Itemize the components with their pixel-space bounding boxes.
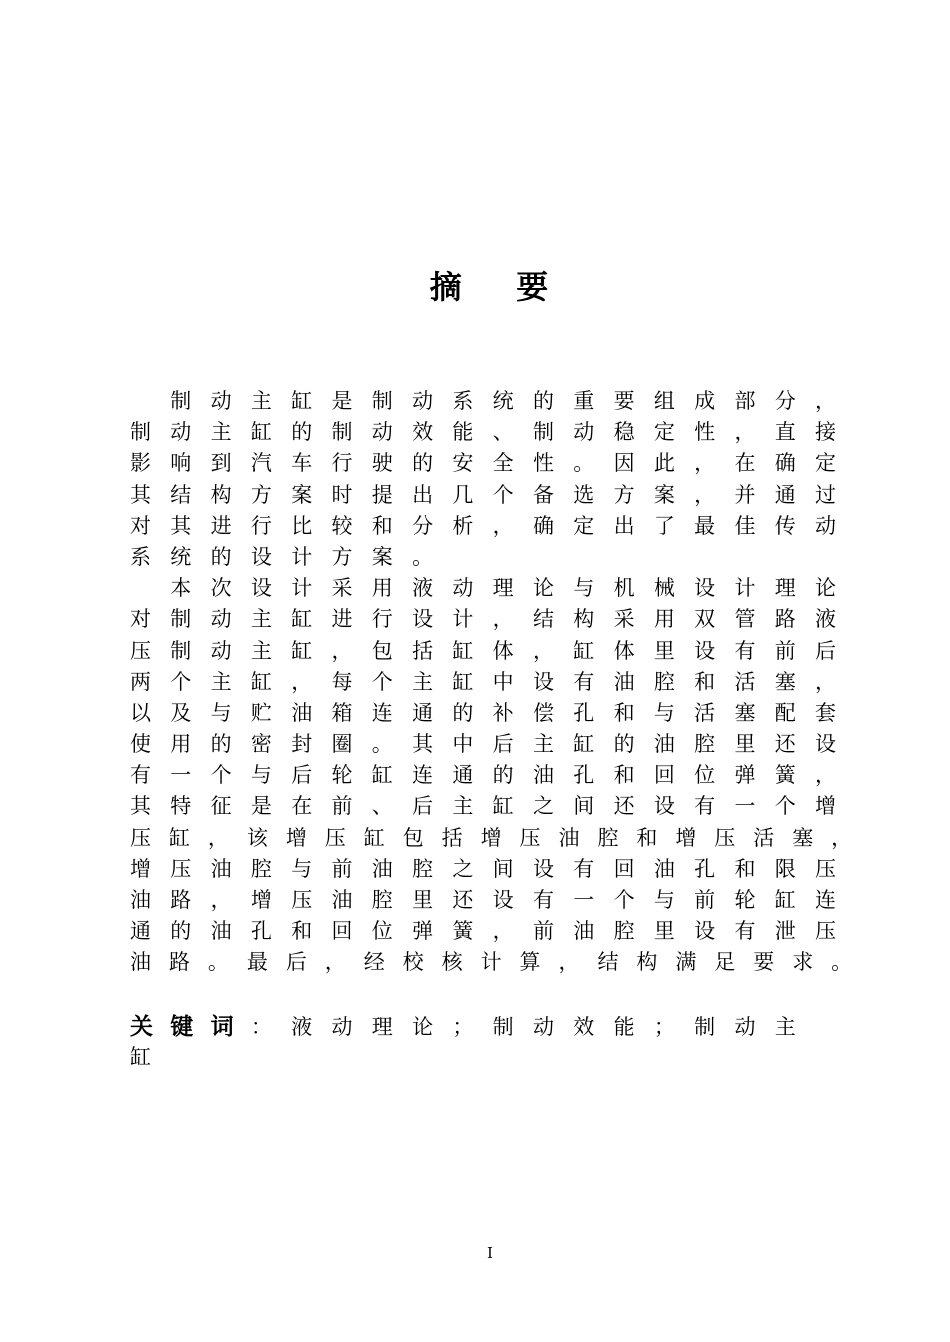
abstract-line: 压 缸 ， 该 增 压 缸 包 括 增 压 油 腔 和 增 压 活 塞 ，	[130, 825, 853, 850]
abstract-line: 制 动 主 缸 是 制 动 系 统 的 重 要 组 成 部 分 ，	[170, 389, 837, 413]
keywords-line: 关 键 词 ： 液 动 理 论 ； 制 动 效 能 ； 制 动 主	[130, 1014, 796, 1040]
abstract-line: 系 统 的 设 计 方 案 。	[130, 544, 434, 569]
abstract-line: 其 结 构 方 案 时 提 出 几 个 备 选 方 案 ， 并 通 过	[130, 482, 837, 507]
abstract-line: 以 及 与 贮 油 箱 连 通 的 补 偿 孔 和 与 活 塞 配 套	[130, 700, 837, 725]
abstract-line: 通 的 油 孔 和 回 位 弹 簧 ， 前 油 腔 里 设 有 泄 压	[130, 919, 837, 944]
abstract-line: 使 用 的 密 封 圈 。 其 中 后 主 缸 的 油 腔 里 还 设	[130, 732, 837, 757]
keywords-label: 关	[130, 1014, 153, 1040]
keywords-line-continued: 缸	[130, 1045, 151, 1069]
abstract-line: 制 动 主 缸 的 制 动 效 能 、 制 动 稳 定 性 ， 直 接	[130, 420, 837, 445]
abstract-line: 增 压 油 腔 与 前 油 腔 之 间 设 有 回 油 孔 和 限 压	[130, 856, 837, 881]
abstract-line: 其 特 征 是 在 前 、 后 主 缸 之 间 还 设 有 一 个 增	[130, 794, 837, 819]
abstract-body	[130, 386, 870, 979]
abstract-line: 油 路 ， 增 压 油 腔 里 还 设 有 一 个 与 前 轮 缸 连	[130, 888, 837, 912]
keywords-section	[130, 1012, 870, 1072]
keywords-label: 键	[170, 1014, 194, 1040]
abstract-line: 油 路 。 最 后 ， 经 校 核 计 算 ， 结 构 满 足 要 求 。	[130, 950, 853, 975]
abstract-title: 摘 要	[429, 268, 551, 306]
abstract-line: 压 制 动 主 缸 ， 包 括 缸 体 ， 缸 体 里 设 有 前 后	[130, 638, 837, 663]
abstract-line: 有 一 个 与 后 轮 缸 连 通 的 油 孔 和 回 位 弹 簧 ，	[130, 763, 837, 788]
abstract-line: 对 其 进 行 比 较 和 分 析 ， 确 定 出 了 最 佳 传 动	[130, 513, 837, 538]
abstract-line: 本 次 设 计 采 用 液 动 理 论 与 机 械 设 计 理 论	[170, 576, 837, 601]
page-number: I	[487, 1244, 493, 1262]
abstract-line: 两 个 主 缸 ， 每 个 主 缸 中 设 有 油 腔 和 活 塞 ，	[130, 669, 837, 694]
abstract-line: 影 响 到 汽 车 行 驶 的 安 全 性 。 因 此 ， 在 确 定	[130, 451, 837, 476]
keywords-label: 词	[210, 1014, 234, 1040]
abstract-line: 对 制 动 主 缸 进 行 设 计 ， 结 构 采 用 双 管 路 液	[130, 607, 837, 632]
